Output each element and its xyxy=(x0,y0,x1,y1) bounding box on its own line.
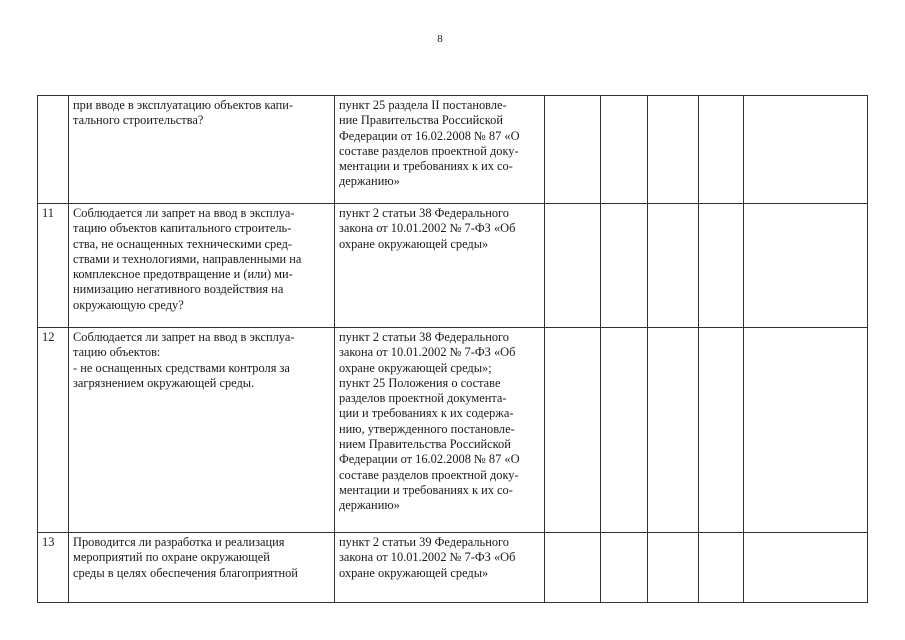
reference-cell xyxy=(335,96,545,204)
reference-text: пункт 2 статьи 39 Федерального xyxy=(339,535,510,549)
answer-cell-extra[interactable] xyxy=(699,533,744,603)
answer-cell-no[interactable] xyxy=(601,96,648,204)
question-text: тального строительства? xyxy=(73,113,204,128)
reference-text: пункт 2 статьи 38 Федерального xyxy=(339,206,510,220)
question-text: Соблюдается ли запрет на ввод в эксплуа- xyxy=(73,206,295,220)
reference-cell xyxy=(335,204,545,328)
row-number: 11 xyxy=(38,204,69,328)
row-number xyxy=(38,96,69,204)
comment-cell[interactable] xyxy=(744,204,868,328)
reference-text: пункт 2 статьи 38 Федерального xyxy=(339,330,510,344)
reference-text: закона от 10.01.2002 № 7-ФЗ «Об xyxy=(339,221,516,236)
row-number: 13 xyxy=(38,533,69,603)
table-row xyxy=(38,96,868,204)
reference-cell xyxy=(335,328,545,533)
comment-cell[interactable] xyxy=(744,533,868,603)
question-text: - не оснащенных средствами контроля за xyxy=(73,360,290,375)
question-text: окружающую среду? xyxy=(73,297,184,312)
question-text: тацию объектов: xyxy=(73,345,161,360)
question-text: при вводе в эксплуатацию объектов капи- xyxy=(73,98,293,112)
table-row xyxy=(38,533,868,603)
reference-text: держанию» xyxy=(339,174,400,189)
table-row xyxy=(38,328,868,533)
question-text: нимизацию негативного воздействия на xyxy=(73,282,284,297)
reference-text: ментации и требованиях к их со- xyxy=(339,159,513,174)
reference-text: закона от 10.01.2002 № 7-ФЗ «Об xyxy=(339,550,516,565)
question-text: среды в целях обеспечения благоприятной xyxy=(73,565,298,580)
answer-cell-yes[interactable] xyxy=(545,96,601,204)
answer-cell-extra[interactable] xyxy=(699,328,744,533)
comment-cell[interactable] xyxy=(744,328,868,533)
reference-text: составе разделов проектной доку- xyxy=(339,467,519,482)
question-cell xyxy=(69,533,335,603)
reference-cell xyxy=(335,533,545,603)
reference-text: охране окружающей среды» xyxy=(339,236,489,251)
page-number: 8 xyxy=(437,33,443,45)
answer-cell-no[interactable] xyxy=(601,328,648,533)
question-cell xyxy=(69,204,335,328)
reference-text: закона от 10.01.2002 № 7-ФЗ «Об xyxy=(339,345,516,360)
answer-cell-na[interactable] xyxy=(648,328,699,533)
reference-text: охране окружающей среды»; xyxy=(339,360,492,375)
reference-text: Федерации от 16.02.2008 № 87 «О xyxy=(339,452,520,467)
row-number: 12 xyxy=(38,328,69,533)
question-cell xyxy=(69,96,335,204)
reference-text: Федерации от 16.02.2008 № 87 «О xyxy=(339,128,520,143)
reference-text: составе разделов проектной доку- xyxy=(339,143,519,158)
answer-cell-no[interactable] xyxy=(601,533,648,603)
question-cell xyxy=(69,328,335,533)
answer-cell-na[interactable] xyxy=(648,96,699,204)
reference-text: пункт 25 раздела II постановле- xyxy=(339,98,507,112)
reference-text: ментации и требованиях к их со- xyxy=(339,482,513,497)
reference-text: держанию» xyxy=(339,498,400,513)
question-text: ствами и технологиями, направленными на xyxy=(73,251,302,266)
answer-cell-yes[interactable] xyxy=(545,328,601,533)
question-text: тацию объектов капитального строитель- xyxy=(73,221,292,236)
answer-cell-na[interactable] xyxy=(648,533,699,603)
comment-cell[interactable] xyxy=(744,96,868,204)
checklist-table xyxy=(37,95,868,603)
table-row xyxy=(38,204,868,328)
reference-text: нием Правительства Российской xyxy=(339,437,511,452)
question-text: загрязнением окружающей среды. xyxy=(73,375,255,390)
reference-text: пункт 25 Положения о составе xyxy=(339,375,501,390)
reference-text: ние Правительства Российской xyxy=(339,113,503,128)
answer-cell-extra[interactable] xyxy=(699,204,744,328)
reference-text: ции и требованиях к их содержа- xyxy=(339,406,514,421)
question-text: ства, не оснащенных техническими сред- xyxy=(73,236,293,251)
answer-cell-no[interactable] xyxy=(601,204,648,328)
reference-text: охране окружающей среды» xyxy=(339,565,489,580)
reference-text: нию, утвержденного постановле- xyxy=(339,421,515,436)
answer-cell-yes[interactable] xyxy=(545,533,601,603)
question-text: мероприятий по охране окружающей xyxy=(73,550,270,565)
question-text: комплексное предотвращение и (или) ми- xyxy=(73,267,293,282)
answer-cell-extra[interactable] xyxy=(699,96,744,204)
reference-text: разделов проектной документа- xyxy=(339,391,507,406)
answer-cell-yes[interactable] xyxy=(545,204,601,328)
answer-cell-na[interactable] xyxy=(648,204,699,328)
question-text: Соблюдается ли запрет на ввод в эксплуа- xyxy=(73,330,295,344)
question-text: Проводится ли разработка и реализация xyxy=(73,535,285,549)
